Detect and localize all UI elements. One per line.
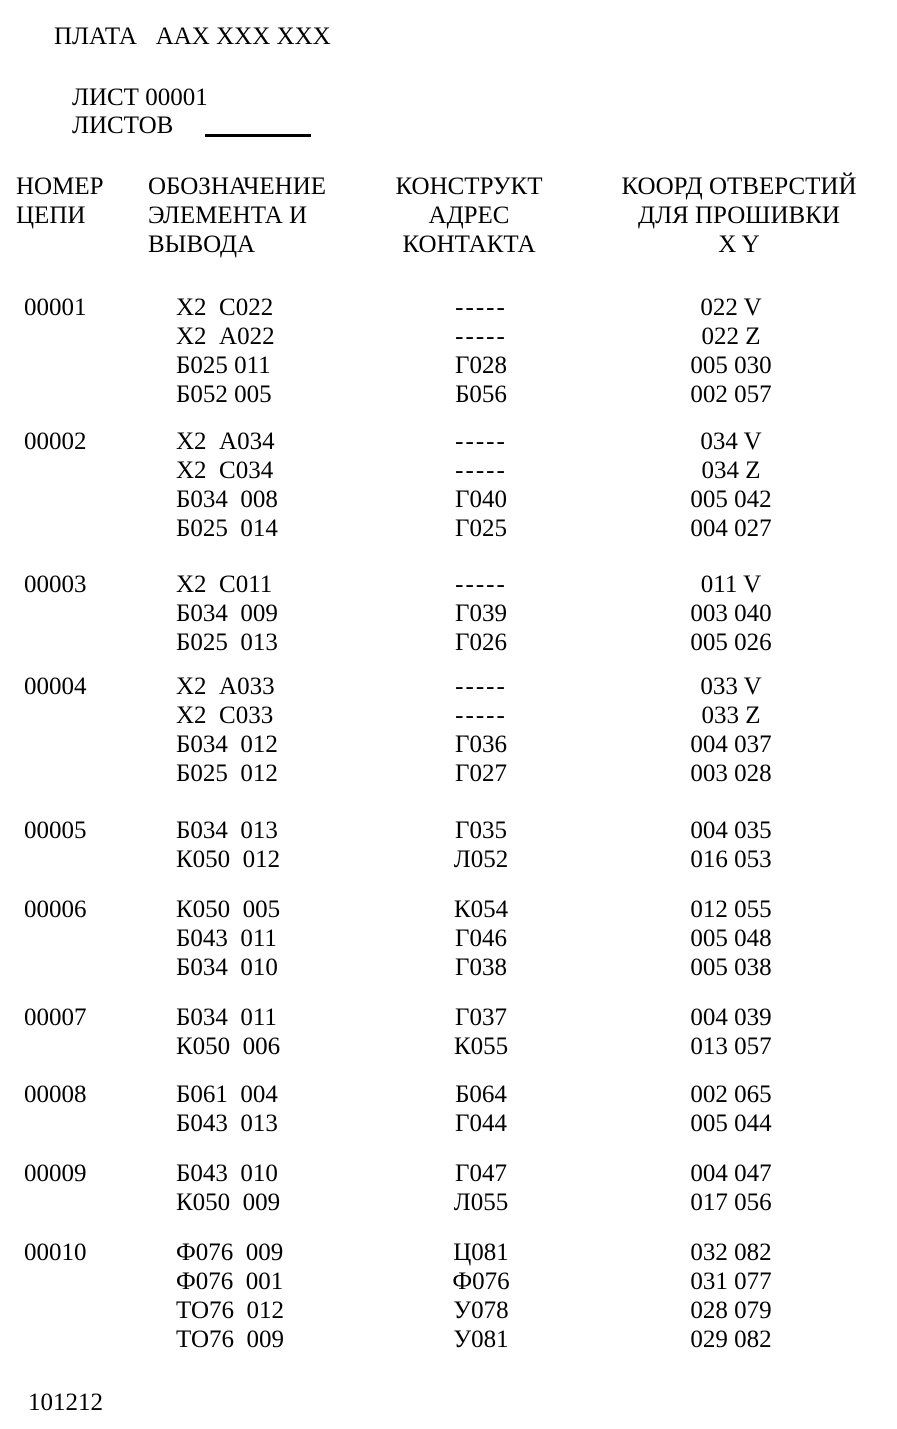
element-designation: X2 C022 [176, 294, 274, 321]
element-designation: К050 012 [176, 846, 281, 873]
element-designation: Б034 012 [176, 731, 278, 758]
contact-address: Г047 [455, 1160, 507, 1187]
element-designation: X2 C011 [176, 571, 273, 598]
plate-label-text: ПЛАТА [54, 23, 137, 50]
hole-coordinate: 029 082 [690, 1326, 772, 1353]
net-number: 00001 [24, 294, 87, 321]
plate-code: AAX XXX XXX [155, 23, 331, 50]
element-designation: Б025 013 [176, 629, 278, 656]
contact-address: Л055 [453, 1189, 509, 1216]
net-number: 00003 [24, 571, 87, 598]
contact-address: К055 [453, 1033, 509, 1060]
hole-coordinate: 016 053 [690, 846, 772, 873]
column-header-line: X Y [718, 231, 760, 258]
element-designation: К050 006 [176, 1033, 281, 1060]
column-header-line: ВЫВОДА [148, 231, 256, 258]
contact-address: Б064 [455, 1081, 507, 1108]
hole-coordinate: 005 042 [690, 486, 772, 513]
element-designation: X2 A034 [176, 428, 275, 455]
element-designation: ТО76 009 [176, 1326, 284, 1353]
column-header-net-number [16, 172, 104, 230]
contact-address: ----- [455, 673, 507, 700]
element-designation: ТО76 012 [176, 1297, 284, 1324]
element-designation: Б034 010 [176, 954, 278, 981]
hole-coordinate: 013 057 [690, 1033, 772, 1060]
element-designation: Б034 009 [176, 600, 278, 627]
element-designation: К050 009 [176, 1189, 281, 1216]
hole-coordinate: 003 040 [690, 600, 772, 627]
contact-address: ----- [455, 457, 507, 484]
hole-coordinate: 017 056 [690, 1189, 772, 1216]
hole-coordinate: 005 038 [690, 954, 772, 981]
net-number: 00010 [24, 1239, 87, 1266]
hole-coordinate: 022 Z [701, 323, 761, 350]
footer-code: 101212 [28, 1389, 103, 1416]
sheet-label: ЛИСТ [72, 84, 139, 111]
hole-coordinate: 034 V [700, 428, 762, 455]
contact-address: Г044 [455, 1110, 507, 1137]
contact-address: Ф076 [452, 1268, 510, 1295]
contact-address: Г036 [455, 731, 507, 758]
contact-address: ----- [455, 294, 507, 321]
element-designation: Б034 008 [176, 486, 278, 513]
contact-address: ----- [455, 428, 507, 455]
contact-address: Г035 [455, 817, 507, 844]
hole-coordinate: 028 079 [690, 1297, 772, 1324]
net-number: 00005 [24, 817, 87, 844]
net-number: 00002 [24, 428, 87, 455]
sheets-label: ЛИСТОВ [72, 112, 174, 139]
hole-coordinate: 032 082 [690, 1239, 772, 1266]
hole-coordinate: 004 035 [690, 817, 772, 844]
contact-address: Г038 [455, 954, 507, 981]
column-header-element-designation [148, 172, 326, 259]
contact-address: Г026 [455, 629, 507, 656]
contact-address: Г027 [455, 760, 507, 787]
contact-address: Г046 [455, 925, 507, 952]
element-designation: Б061 004 [176, 1081, 278, 1108]
hole-coordinate: 005 048 [690, 925, 772, 952]
contact-address: Б056 [455, 381, 507, 408]
element-designation: Б043 010 [176, 1160, 278, 1187]
contact-address: Г037 [455, 1004, 507, 1031]
plate-label [54, 22, 331, 51]
element-designation: Б034 013 [176, 817, 278, 844]
sheet-number: 00001 [145, 84, 208, 111]
hole-coordinate: 004 047 [690, 1160, 772, 1187]
contact-address: Г028 [455, 352, 507, 379]
hole-coordinate: 012 055 [690, 896, 772, 923]
column-header-line: ОБОЗНАЧЕНИЕ [148, 173, 327, 200]
column-header-line: КОНТАКТА [402, 231, 536, 258]
net-number: 00006 [24, 896, 87, 923]
element-designation: X2 A022 [176, 323, 275, 350]
element-designation: Б025 011 [176, 352, 271, 379]
net-number: 00007 [24, 1004, 87, 1031]
contact-address: К054 [453, 896, 509, 923]
column-header-line: ЦЕПИ [16, 202, 86, 229]
element-designation: X2 C034 [176, 457, 274, 484]
hole-coordinate: 004 027 [690, 515, 772, 542]
element-designation: Б025 012 [176, 760, 278, 787]
contact-address: У081 [453, 1326, 509, 1353]
hole-coordinate: 003 028 [690, 760, 772, 787]
hole-coordinate: 033 Z [701, 702, 761, 729]
element-designation: Б052 005 [176, 381, 272, 408]
contact-address: ----- [455, 571, 507, 598]
column-header-line: ЭЛЕМЕНТА И [148, 202, 308, 229]
contact-address: Г025 [455, 515, 507, 542]
element-designation: X2 A033 [176, 673, 275, 700]
column-header-contact-address [376, 172, 562, 259]
element-designation: Ф076 001 [176, 1268, 284, 1295]
element-designation: Б043 011 [176, 925, 277, 952]
contact-address: ----- [455, 323, 507, 350]
hole-coordinate: 033 V [700, 673, 762, 700]
column-header-hole-coordinates [604, 172, 874, 259]
contact-address: ----- [455, 702, 507, 729]
hole-coordinate: 005 044 [690, 1110, 772, 1137]
hole-coordinate: 022 V [700, 294, 762, 321]
column-header-line: ДЛЯ ПРОШИВКИ [638, 202, 840, 229]
hole-coordinate: 031 077 [690, 1268, 772, 1295]
net-number: 00008 [24, 1081, 87, 1108]
hole-coordinate: 034 Z [701, 457, 761, 484]
hole-coordinate: 005 026 [690, 629, 772, 656]
hole-coordinate: 002 065 [690, 1081, 772, 1108]
contact-address: Г040 [455, 486, 507, 513]
hole-coordinate: 011 V [700, 571, 762, 598]
column-header-line: АДРЕС [428, 202, 510, 229]
contact-address: Ц081 [453, 1239, 509, 1266]
element-designation: Ф076 009 [176, 1239, 284, 1266]
element-designation: К050 005 [176, 896, 281, 923]
element-designation: X2 C033 [176, 702, 274, 729]
contact-address: Г039 [455, 600, 507, 627]
sheets-count-blank [205, 134, 311, 137]
hole-coordinate: 002 057 [690, 381, 772, 408]
column-header-line: КОНСТРУКТ [395, 173, 543, 200]
contact-address: У078 [453, 1297, 509, 1324]
column-header-line: КООРД ОТВЕРСТИЙ [621, 173, 857, 200]
hole-coordinate: 004 039 [690, 1004, 772, 1031]
sheet-line [72, 83, 208, 112]
hole-coordinate: 005 030 [690, 352, 772, 379]
element-designation: Б034 011 [176, 1004, 277, 1031]
element-designation: Б025 014 [176, 515, 278, 542]
contact-address: Л052 [453, 846, 509, 873]
net-number: 00004 [24, 673, 87, 700]
element-designation: Б043 013 [176, 1110, 278, 1137]
column-header-line: НОМЕР [16, 173, 104, 200]
hole-coordinate: 004 037 [690, 731, 772, 758]
net-number: 00009 [24, 1160, 87, 1187]
